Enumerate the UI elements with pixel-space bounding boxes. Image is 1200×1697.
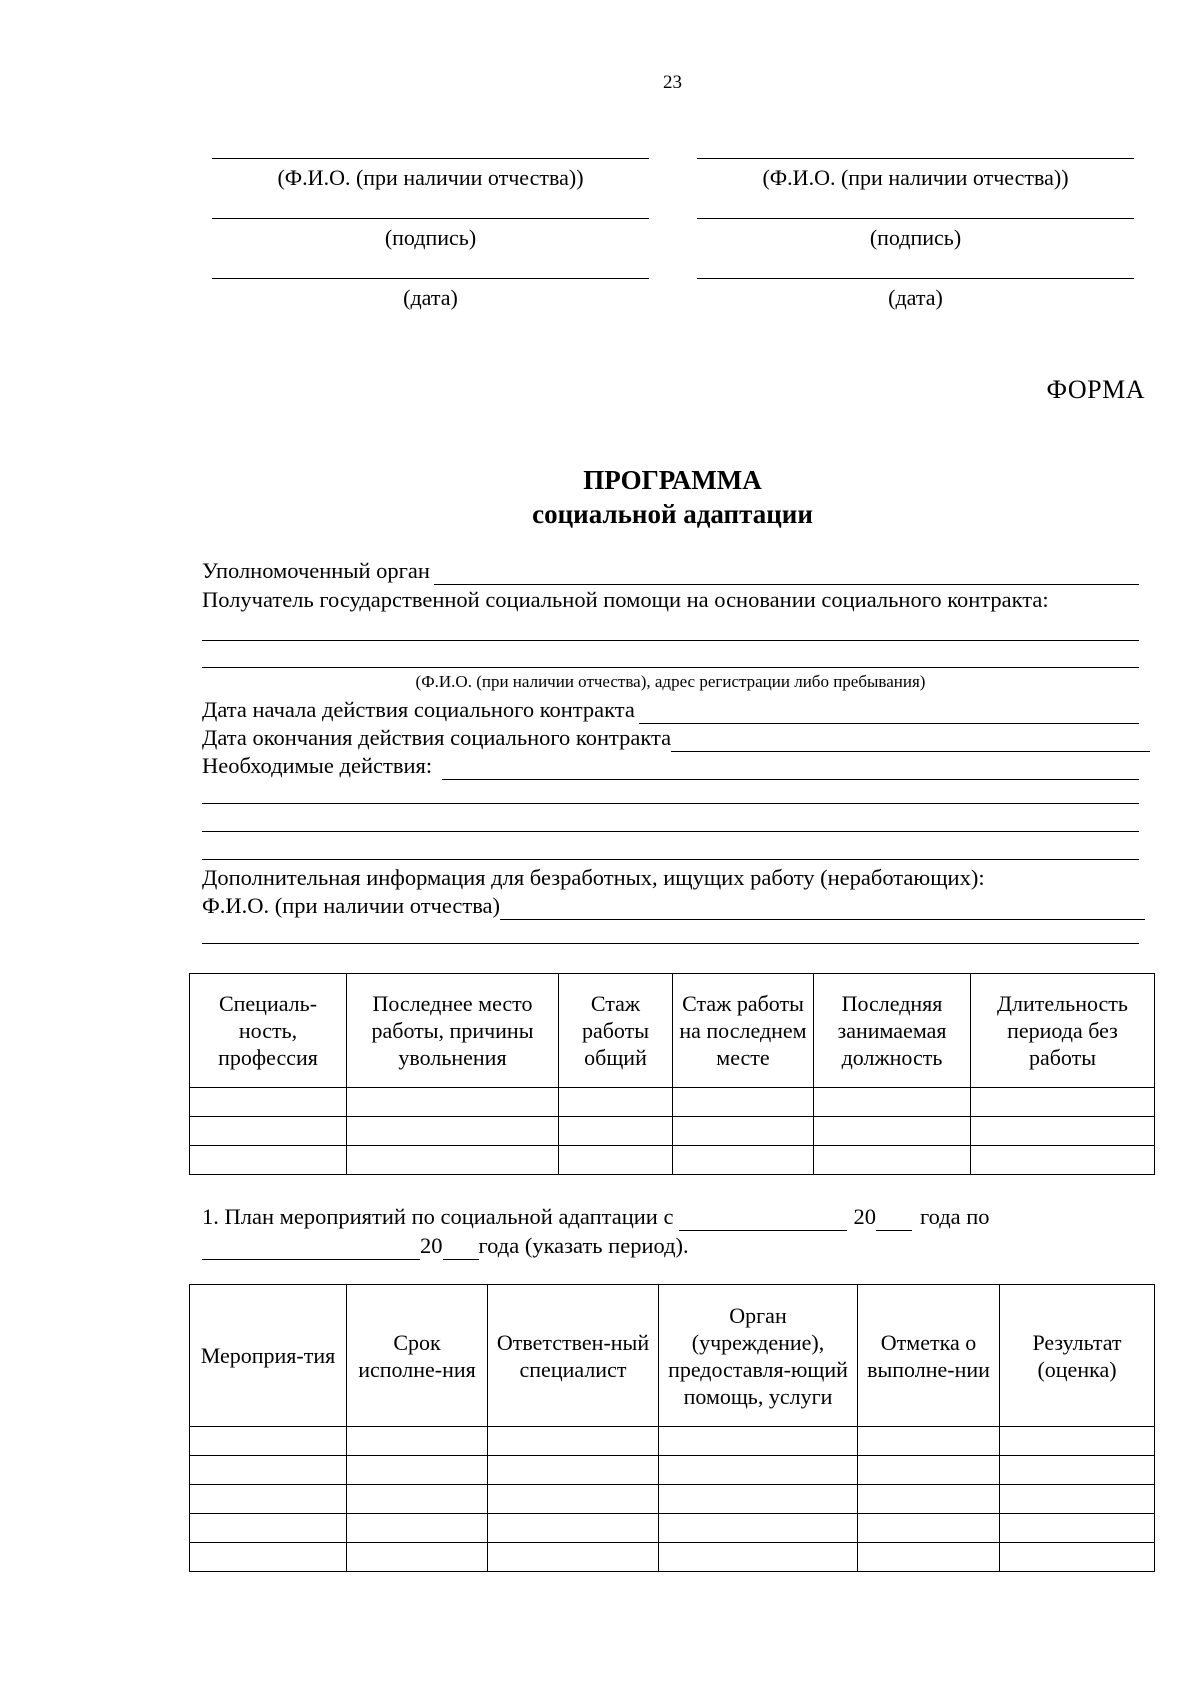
table-cell[interactable] xyxy=(814,1146,971,1175)
fio-input-line[interactable] xyxy=(500,899,1145,920)
table-cell[interactable] xyxy=(347,1485,488,1514)
page-number: 23 xyxy=(663,72,682,93)
start-date-field xyxy=(202,696,1139,724)
recipient-input-line[interactable] xyxy=(202,640,1139,641)
table-cell[interactable] xyxy=(858,1514,1000,1543)
table-cell[interactable] xyxy=(1000,1456,1155,1485)
authority-field xyxy=(202,557,1139,585)
table-cell[interactable] xyxy=(347,1117,559,1146)
signature-caption-date: (дата) xyxy=(888,285,943,310)
unemployed-info xyxy=(202,864,985,892)
table-cell[interactable] xyxy=(559,1146,673,1175)
table-header-row xyxy=(190,1285,1155,1427)
table-header-row xyxy=(190,974,1155,1088)
table-cell[interactable] xyxy=(673,1117,814,1146)
signature-caption-sign: (подпись) xyxy=(869,225,962,250)
table-cell[interactable] xyxy=(1000,1543,1155,1572)
table-cell[interactable] xyxy=(971,1088,1155,1117)
fio-input-line[interactable] xyxy=(202,943,1139,944)
table-cell[interactable] xyxy=(488,1543,659,1572)
signature-block-left-sign xyxy=(212,218,649,251)
fio-label: Ф.И.О. (при наличии отчества) xyxy=(202,893,501,918)
plan-year-prefix: 20 xyxy=(420,1233,443,1258)
table-row xyxy=(190,1117,1155,1146)
table-cell[interactable] xyxy=(814,1088,971,1117)
signature-block-right xyxy=(697,158,1134,191)
actions-input-line[interactable] xyxy=(202,831,1139,832)
table-cell[interactable] xyxy=(488,1514,659,1543)
plan-table xyxy=(189,1284,1155,1572)
authority-input-line[interactable] xyxy=(434,564,1139,585)
employment-table xyxy=(189,973,1155,1175)
signature-block-left-date xyxy=(212,278,649,311)
signature-line xyxy=(697,278,1134,279)
table-cell[interactable] xyxy=(347,1427,488,1456)
plan-end-date-blank[interactable] xyxy=(202,1239,420,1260)
plan-line-1 xyxy=(202,1203,990,1231)
recipient-caption: (Ф.И.О. (при наличии отчества), адрес регистрации либо пребывания) xyxy=(415,672,926,691)
table-cell[interactable] xyxy=(673,1088,814,1117)
forma-label: ФОРМА xyxy=(1046,375,1145,404)
table-cell[interactable] xyxy=(1000,1485,1155,1514)
actions-input-line[interactable] xyxy=(202,803,1139,804)
table-cell[interactable] xyxy=(347,1543,488,1572)
actions-input-line[interactable] xyxy=(442,759,1139,780)
signature-block-left xyxy=(212,158,649,191)
table-cell[interactable] xyxy=(659,1514,858,1543)
table-cell[interactable] xyxy=(858,1456,1000,1485)
table-cell[interactable] xyxy=(659,1543,858,1572)
table-row xyxy=(190,1456,1155,1485)
table-cell[interactable] xyxy=(190,1088,347,1117)
table-cell[interactable] xyxy=(659,1427,858,1456)
table-cell[interactable] xyxy=(673,1146,814,1175)
header-cell: Последнее место работы, причины увольнения xyxy=(347,974,559,1088)
signature-caption-sign: (подпись) xyxy=(384,225,477,250)
title-line-2: социальной адаптации xyxy=(532,499,813,529)
table-cell[interactable] xyxy=(659,1485,858,1514)
recipient-input-line[interactable] xyxy=(202,667,1139,668)
table-cell[interactable] xyxy=(858,1485,1000,1514)
table-cell[interactable] xyxy=(347,1088,559,1117)
plan-text: года по xyxy=(919,1204,990,1229)
header-cell: Последняя занимаемая должность xyxy=(814,974,971,1088)
end-date-input-line[interactable] xyxy=(671,731,1150,752)
signature-caption-fio: (Ф.И.О. (при наличии отчества)) xyxy=(762,165,1069,190)
table-cell[interactable] xyxy=(347,1514,488,1543)
table-cell[interactable] xyxy=(1000,1427,1155,1456)
header-cell: Результат (оценка) xyxy=(1000,1285,1155,1427)
table-cell[interactable] xyxy=(858,1427,1000,1456)
table-cell[interactable] xyxy=(1000,1514,1155,1543)
unemployed-info-label: Дополнительная информация для безработных, ищущих работу (неработающих): xyxy=(202,865,985,890)
table-cell[interactable] xyxy=(559,1117,673,1146)
table-row xyxy=(190,1514,1155,1543)
header-cell: Отметка о выполне-нии xyxy=(858,1285,1000,1427)
document-title xyxy=(0,463,1200,531)
table-cell[interactable] xyxy=(659,1456,858,1485)
table-cell[interactable] xyxy=(971,1146,1155,1175)
header-cell: Специаль-ность, профессия xyxy=(190,974,347,1088)
table-cell[interactable] xyxy=(190,1117,347,1146)
table-row xyxy=(190,1427,1155,1456)
plan-line-2 xyxy=(202,1232,689,1260)
signature-line xyxy=(697,158,1134,159)
table-cell[interactable] xyxy=(347,1146,559,1175)
table-cell[interactable] xyxy=(190,1543,347,1572)
title-line-1: ПРОГРАММА xyxy=(583,465,762,495)
table-cell[interactable] xyxy=(190,1485,347,1514)
end-date-field xyxy=(202,724,1150,752)
table-cell[interactable] xyxy=(190,1427,347,1456)
header-cell: Стаж работы общий xyxy=(559,974,673,1088)
plan-text: 1. План мероприятий по социальной адаптации с xyxy=(202,1204,674,1229)
table-cell[interactable] xyxy=(488,1427,659,1456)
table-cell[interactable] xyxy=(559,1088,673,1117)
recipient-field xyxy=(202,586,1049,614)
table-cell[interactable] xyxy=(488,1456,659,1485)
actions-field xyxy=(202,752,1139,780)
signature-caption-date: (дата) xyxy=(403,285,458,310)
end-date-label: Дата окончания действия социального контракта xyxy=(202,725,672,750)
signature-line xyxy=(697,218,1134,219)
signature-line xyxy=(212,218,649,219)
fio-field xyxy=(202,892,1145,920)
signature-line xyxy=(212,278,649,279)
table-cell[interactable] xyxy=(190,1514,347,1543)
signature-block-right-date xyxy=(697,278,1134,311)
table-cell[interactable] xyxy=(971,1117,1155,1146)
header-cell: Стаж работы на последнем месте xyxy=(673,974,814,1088)
start-date-label: Дата начала действия социального контракта xyxy=(202,697,635,722)
table-cell[interactable] xyxy=(858,1543,1000,1572)
table-row xyxy=(190,1485,1155,1514)
table-row xyxy=(190,1543,1155,1572)
table-row xyxy=(190,1088,1155,1117)
table-cell[interactable] xyxy=(347,1456,488,1485)
header-cell: Орган (учреждение), предоставля-ющий помощь, услуги xyxy=(659,1285,858,1427)
signature-line xyxy=(212,158,649,159)
table-row xyxy=(190,1146,1155,1175)
table-cell[interactable] xyxy=(488,1485,659,1514)
recipient-label: Получатель государственной социальной помощи на основании социального контракта: xyxy=(202,587,1049,612)
start-date-input-line[interactable] xyxy=(639,703,1139,724)
table-cell[interactable] xyxy=(814,1117,971,1146)
header-cell: Мероприя-тия xyxy=(190,1285,347,1427)
table-cell[interactable] xyxy=(190,1146,347,1175)
header-cell: Срок исполне-ния xyxy=(347,1285,488,1427)
signature-caption-fio: (Ф.И.О. (при наличии отчества)) xyxy=(277,165,584,190)
plan-year-blank[interactable] xyxy=(876,1210,912,1231)
plan-year-prefix: 20 xyxy=(853,1204,876,1229)
plan-text: года (указать период). xyxy=(478,1233,689,1258)
plan-year-blank[interactable] xyxy=(443,1239,479,1260)
plan-start-date-blank[interactable] xyxy=(679,1210,847,1231)
header-cell: Длительность периода без работы xyxy=(971,974,1155,1088)
authority-label: Уполномоченный орган xyxy=(202,558,430,583)
table-cell[interactable] xyxy=(190,1456,347,1485)
signature-block-right-sign xyxy=(697,218,1134,251)
header-cell: Ответствен-ный специалист xyxy=(488,1285,659,1427)
actions-label: Необходимые действия: xyxy=(202,753,433,778)
actions-input-line[interactable] xyxy=(202,859,1139,860)
